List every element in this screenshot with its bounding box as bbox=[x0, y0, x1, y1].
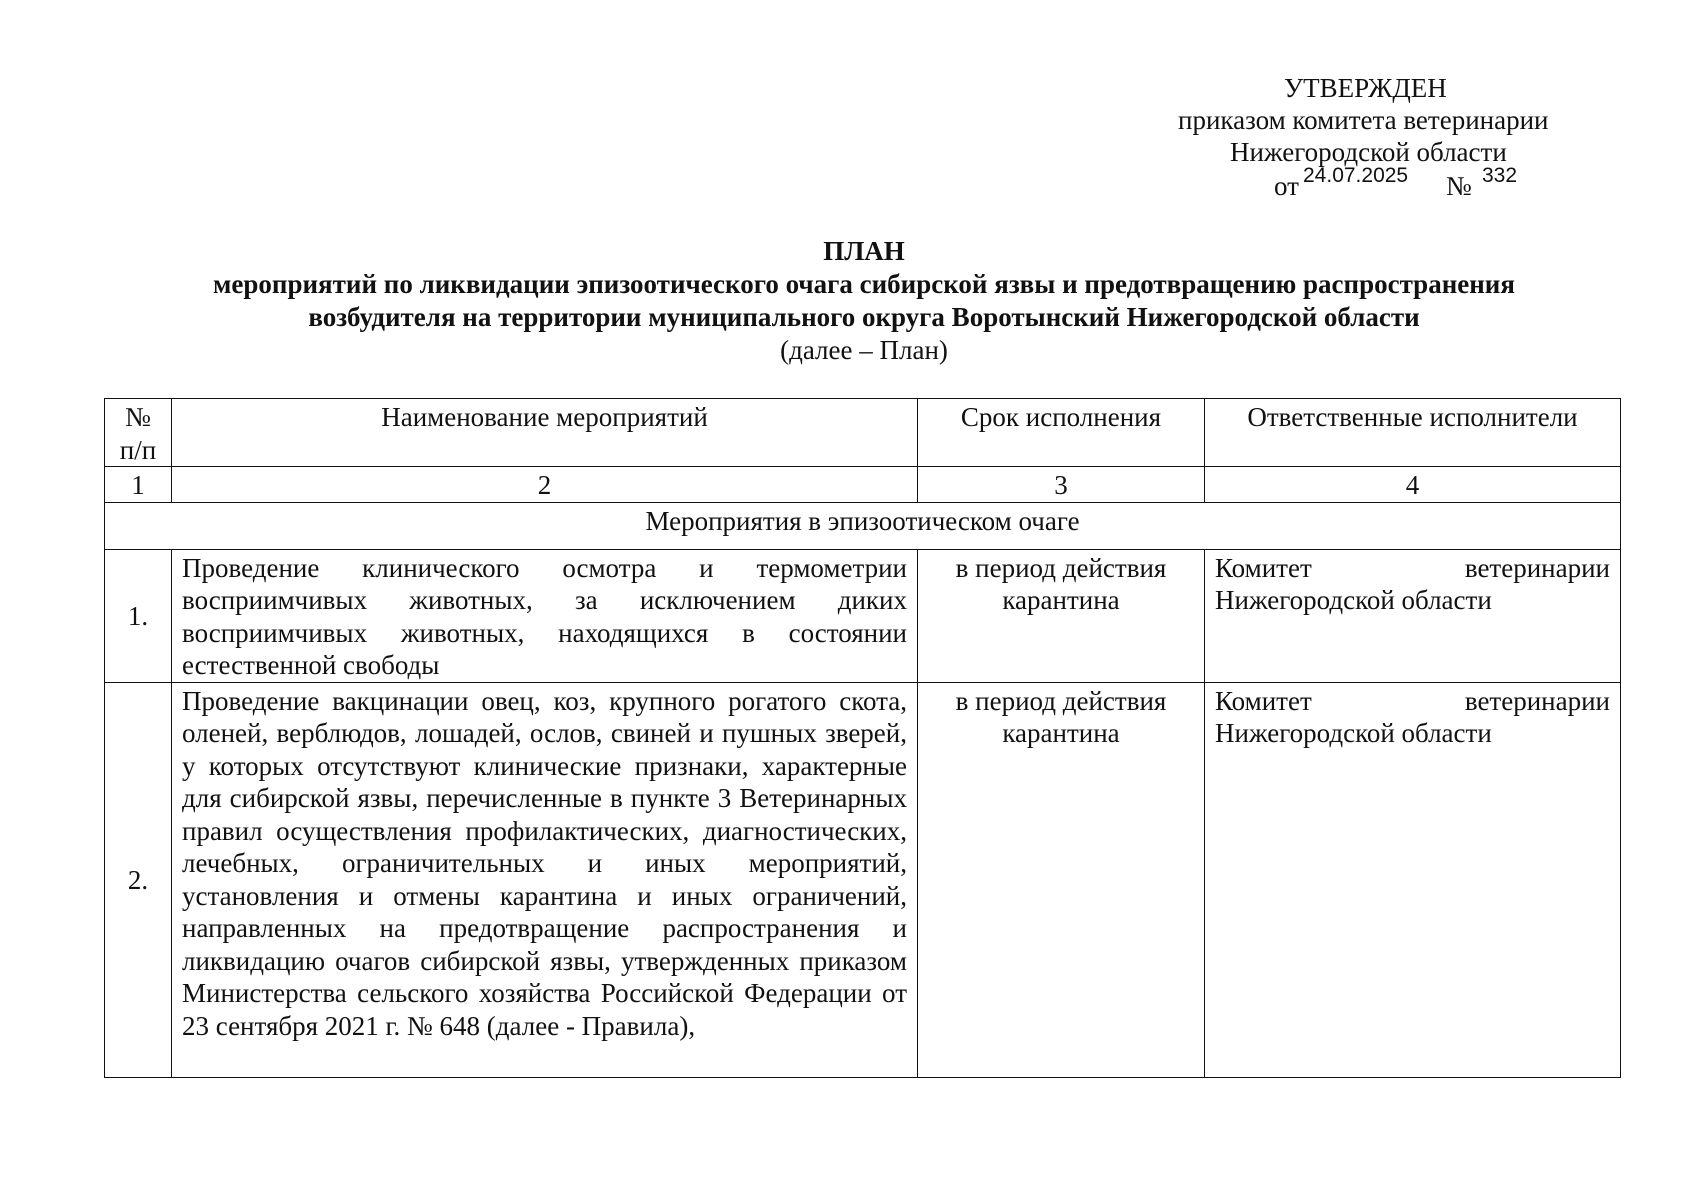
approval-number: 332 bbox=[1482, 164, 1518, 187]
header-num: № п/п bbox=[105, 399, 172, 467]
plan-subtitle-line2: возбудителя на территории муниципального округа Воротынский Нижегородской области bbox=[308, 302, 1420, 332]
row-number: 2. bbox=[105, 682, 172, 1077]
approval-by: приказом комитета ветеринарии bbox=[1178, 105, 1549, 135]
section-title: Мероприятия в эпизоотическом очаге bbox=[105, 502, 1621, 549]
approval-title: УТВЕРЖДЕН bbox=[1284, 73, 1447, 103]
approval-order-line bbox=[1160, 164, 1580, 202]
column-number: 1 bbox=[105, 467, 172, 503]
row-deadline: в период действия карантина bbox=[918, 549, 1205, 682]
approval-stamp bbox=[1160, 72, 1580, 202]
row-activity: Проведение вакцинации овец, коз, крупного рогатого скота, оленей, верблюдов, лошадей, ослов, свиней и пушных зверей, у которых отсутствуют клинические признаки, характерные для сибирской язвы, перечисленные в пункте 3 Ветеринарных правил осуществления профилактических, диагностических, лечебных, ограничительных и иных мероприятий, установления и отмены карантина и иных ограничений, направленных на предотвращение распространения и ликвидацию очагов сибирской язвы, утвержденных приказом Министерства сельского хозяйства Российской Федерации от 23 сентября 2021 г. № 648 (далее - Правила), bbox=[172, 682, 918, 1077]
table-header-row bbox=[105, 399, 1621, 467]
row-activity: Проведение клинического осмотра и термометрии восприимчивых животных, за исключением диких восприимчивых животных, находящихся в состоянии естественной свободы bbox=[172, 549, 918, 682]
approval-date: 24.07.2025 bbox=[1303, 164, 1409, 187]
table-row bbox=[105, 549, 1621, 682]
plan-short-name: (далее – План) bbox=[780, 335, 948, 365]
row-number: 1. bbox=[105, 549, 172, 682]
header-responsible: Ответственные исполнители bbox=[1205, 399, 1621, 467]
plan-title: ПЛАН bbox=[823, 236, 905, 266]
approval-from-label: от bbox=[1274, 171, 1299, 201]
column-number: 4 bbox=[1205, 467, 1621, 503]
header-deadline: Срок исполнения bbox=[918, 399, 1205, 467]
row-responsible: Комитет ветеринарии Нижегородской области bbox=[1205, 549, 1621, 682]
column-number: 2 bbox=[172, 467, 918, 503]
header-name: Наименование мероприятий bbox=[172, 399, 918, 467]
approval-region: Нижегородской области bbox=[1230, 137, 1507, 167]
column-number: 3 bbox=[918, 467, 1205, 503]
row-responsible: Комитет ветеринарии Нижегородской области bbox=[1205, 682, 1621, 1077]
column-numbers-row bbox=[105, 467, 1621, 503]
document-heading bbox=[104, 235, 1624, 367]
approval-number-label: № bbox=[1446, 171, 1472, 201]
row-deadline: в период действия карантина bbox=[918, 682, 1205, 1077]
section-row bbox=[105, 502, 1621, 549]
table-row bbox=[105, 682, 1621, 1077]
plan-table bbox=[104, 398, 1621, 1078]
plan-subtitle-line1: мероприятий по ликвидации эпизоотического очага сибирской язвы и предотвращению распространения bbox=[213, 269, 1515, 299]
